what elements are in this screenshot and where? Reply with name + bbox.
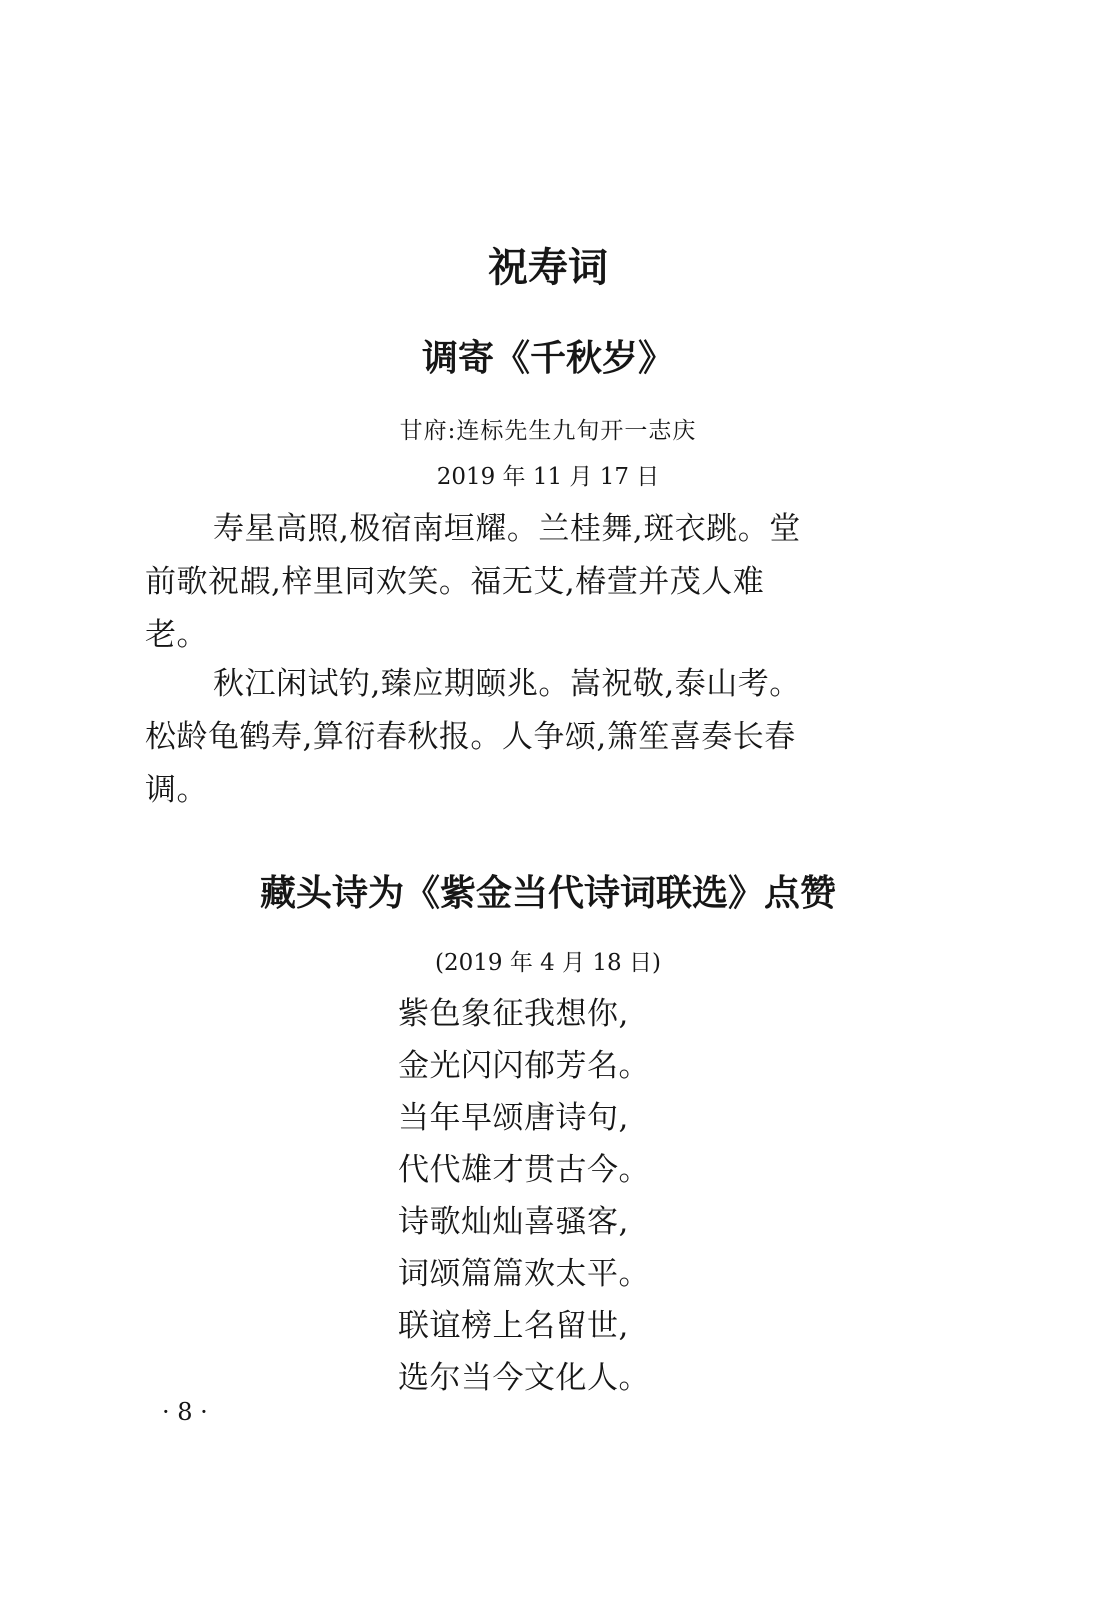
section-title: 祝寿词	[488, 245, 608, 291]
poem2-title: 藏头诗为《紫金当代诗词联选》点赞	[259, 873, 836, 914]
page-number: · 8 ·	[162, 1398, 208, 1426]
poem1-title: 调寄《千秋岁》	[421, 338, 674, 379]
poem1-date: 2019 年 11 月 17 日	[436, 464, 660, 490]
poem1-stanza2-line: 松龄龟鹤寿,算衍春秋报。人争颂,箫笙喜奏长春	[145, 719, 796, 755]
poem1-stanza2-line: 调。	[145, 772, 208, 808]
poem2-line: 金光闪闪郁芳名。	[398, 1048, 650, 1084]
poem2-date: (2019 年 4 月 18 日)	[435, 950, 661, 976]
poem1-dedication: 甘府:连标先生九旬开一志庆	[399, 418, 697, 444]
poem2-line: 联谊榜上名留世,	[398, 1308, 629, 1344]
poem1-stanza1-line: 老。	[145, 617, 208, 653]
poem2-line: 选尔当今文化人。	[398, 1360, 650, 1396]
poem2-line: 词颂篇篇欢太平。	[398, 1256, 650, 1292]
poem2-line: 代代雄才贯古今。	[398, 1152, 650, 1188]
poem2-line: 当年早颂唐诗句,	[398, 1100, 629, 1136]
poem1-stanza1-line: 寿星高照,极宿南垣耀。兰桂舞,斑衣跳。堂	[213, 511, 801, 547]
poem1-stanza1-line: 前歌祝嘏,梓里同欢笑。福无艾,椿萱并茂人难	[145, 564, 765, 600]
poem1-stanza2-line: 秋江闲试钓,臻应期颐兆。嵩祝敬,泰山考。	[213, 666, 801, 702]
poem2-line: 诗歌灿灿喜骚客,	[398, 1204, 629, 1240]
poem2-line: 紫色象征我想你,	[398, 996, 629, 1032]
